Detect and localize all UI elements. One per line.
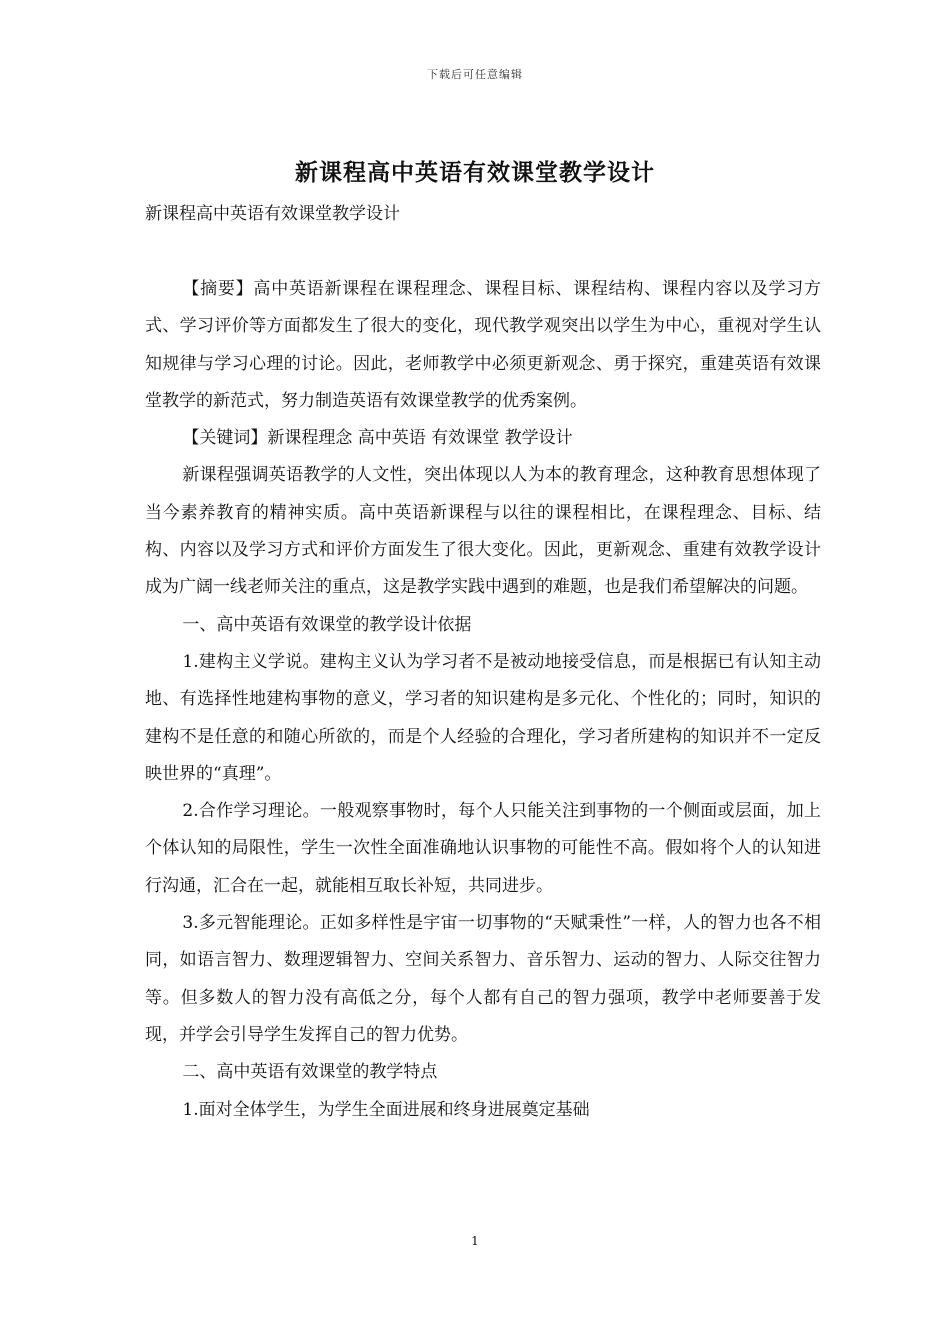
intro-paragraph: 新课程强调英语教学的人文性，突出体现以人为本的教育理念，这种教育思想体现了当今素养教育的精神实质。高中英语新课程与以往的课程相比，在课程理念、目标、结构、内容以及学习方式和评价方面发生了很大变化。因此，更新观念、重建有效教学设计成为广阔一线老师关注的重点，这是教学实践中遇到的难题，也是我们希望解决的问题。 [145,465,821,598]
body-paragraph: 1.面对全体学生，为学生全面进展和终身进展奠定基础 [182,1099,590,1120]
body-paragraph: 2.合作学习理论。一般观察事物时，每个人只能关注到事物的一个侧面或层面，加上个体认知的局限性，学生一次性全面准确地认识事物的可能性不高。假如将个人的认知进行沟通，汇合在一起，就能相互取长补短，共同进步。 [145,801,821,896]
section-heading-2: 二、高中英语有效课堂的教学特点 [182,1062,438,1083]
page-number: 1 [471,1234,479,1248]
body-paragraph: 3.多元智能理论。正如多样性是宇宙一切事物的“天赋秉性”一样，人的智力也各不相同，如语言智力、数理逻辑智力、空间关系智力、音乐智力、运动的智力、人际交往智力等。但多数人的智力没有高低之分，每个人都有自己的智力强项，教学中老师要善于发现，并学会引导学生发挥自己的智力优势。 [145,913,821,1045]
document-body [145,271,821,1129]
document-subtitle: 新课程高中英语有效课堂教学设计 [145,204,400,224]
section-heading-1: 一、高中英语有效课堂的教学设计依据 [182,614,472,635]
abstract-paragraph: 【摘要】高中英语新课程在课程理念、课程目标、课程结构、课程内容以及学习方式、学习评价等方面都发生了很大的变化，现代教学观突出以学生为中心，重视对学生认知规律与学习心理的讨论。因此，老师教学中必须更新观念、勇于探究，重建英语有效课堂教学的新范式，努力制造英语有效课堂教学的优秀案例。 [145,279,821,411]
document-title: 新课程高中英语有效课堂教学设计 [295,159,655,186]
page-header-note: 下载后可任意编辑 [427,68,523,81]
body-paragraph: 1.建构主义学说。建构主义认为学习者不是被动地接受信息，而是根据已有认知主动地、有选择性地建构事物的意义，学习者的知识建构是多元化、个性化的；同时，知识的建构不是任意的和随心所欲的，而是个人经验的合理化，学习者所建构的知识并不一定反映世界的“真理”。 [145,651,821,784]
keywords-paragraph: 【关键词】新课程理念 高中英语 有效课堂 教学设计 [182,428,573,449]
